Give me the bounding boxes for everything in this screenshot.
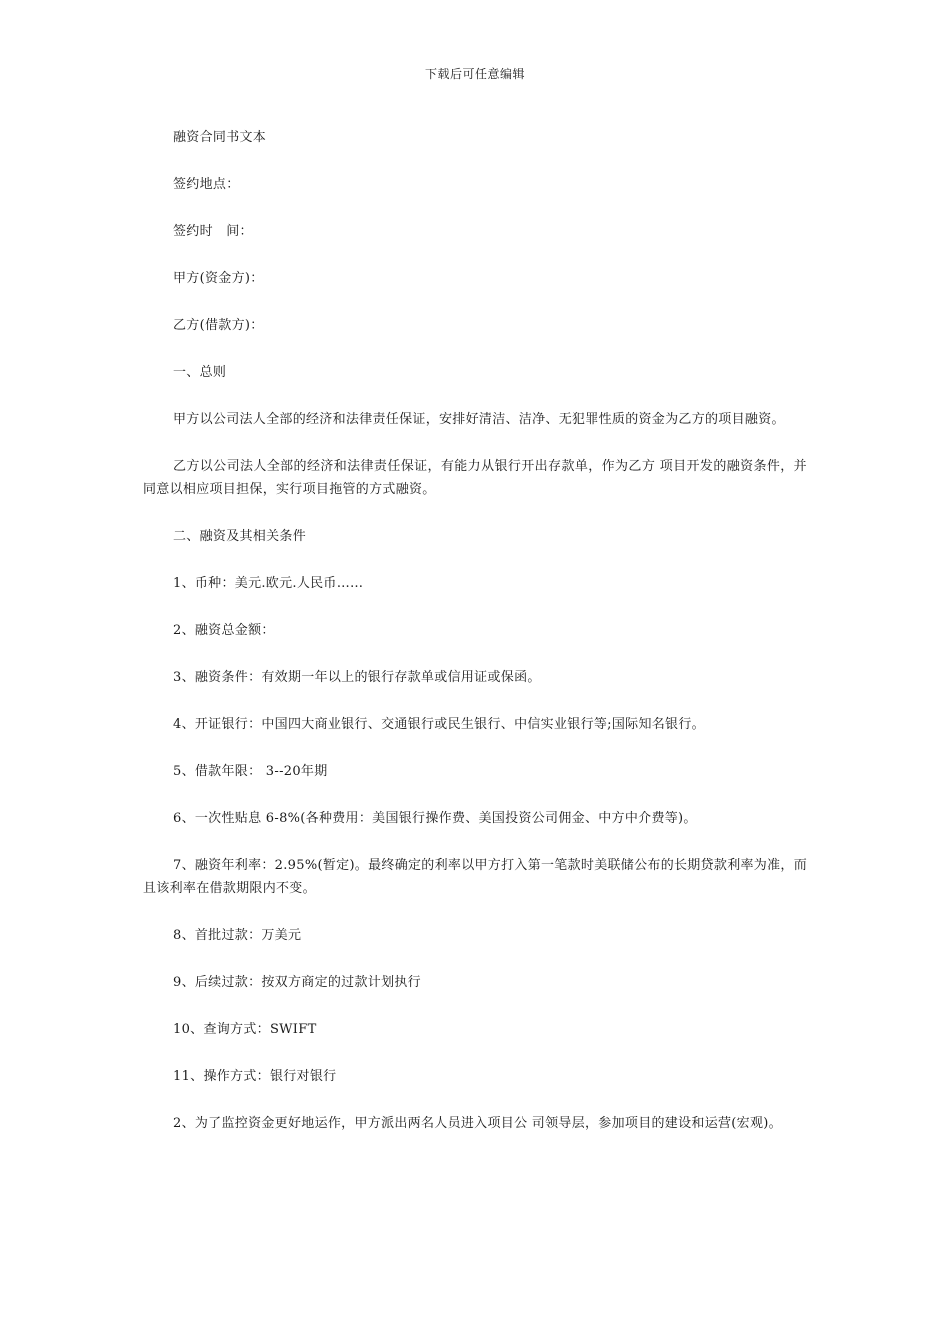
section-1-paragraph-1: 甲方以公司法人全部的经济和法律责任保证，安排好清洁、洁净、无犯罪性质的资金为乙方的项目融资。 <box>173 412 785 427</box>
list-item: 2、融资总金额： <box>173 623 275 638</box>
party-a-line: 甲方(资金方)： <box>173 271 264 286</box>
sign-time-line: 签约时 间： <box>173 224 253 239</box>
section-1-paragraph-2: 乙方以公司法人全部的经济和法律责任保证，有能力从银行开出存款单，作为乙方 项目开发的融资条件，并同意以相应项目担保，实行项目拖管的方式融资。 <box>143 459 807 497</box>
list-item: 5、借款年限： 3--20年期 <box>173 764 328 779</box>
section-1-heading: 一、总则 <box>173 365 227 380</box>
list-item: 8、首批过款：万美元 <box>173 928 302 943</box>
list-item: 4、开证银行：中国四大商业银行、交通银行或民生银行、中信实业银行等;国际知名银行。 <box>173 717 705 732</box>
header-note: 下载后可任意编辑 <box>424 67 525 81</box>
document-title: 融资合同书文本 <box>173 130 267 145</box>
party-b-line: 乙方(借款方)： <box>173 318 264 333</box>
list-item: 11、操作方式：银行对银行 <box>173 1069 337 1084</box>
list-item: 6、一次性贴息 6-8%(各种费用：美国银行操作费、美国投资公司佣金、中方中介费等)。 <box>173 811 697 826</box>
list-item: 1、币种：美元.欧元.人民币…… <box>173 576 364 591</box>
list-item: 9、后续过款：按双方商定的过款计划执行 <box>173 975 421 990</box>
section-2-heading: 二、融资及其相关条件 <box>173 529 307 544</box>
list-item: 7、融资年利率：2.95%(暂定)。最终确定的利率以甲方打入第一笔款时美联储公布的长期贷款利率为准，而且该利率在借款期限内不变。 <box>143 858 808 896</box>
list-item: 3、融资条件：有效期一年以上的银行存款单或信用证或保函。 <box>173 670 541 685</box>
sign-place-line: 签约地点： <box>173 177 240 192</box>
list-item: 2、为了监控资金更好地运作，甲方派出两名人员进入项目公 司领导层，参加项目的建设和运营(宏观)。 <box>173 1116 782 1131</box>
document-body <box>143 126 807 1159</box>
list-item: 10、查询方式：SWIFT <box>173 1022 317 1037</box>
